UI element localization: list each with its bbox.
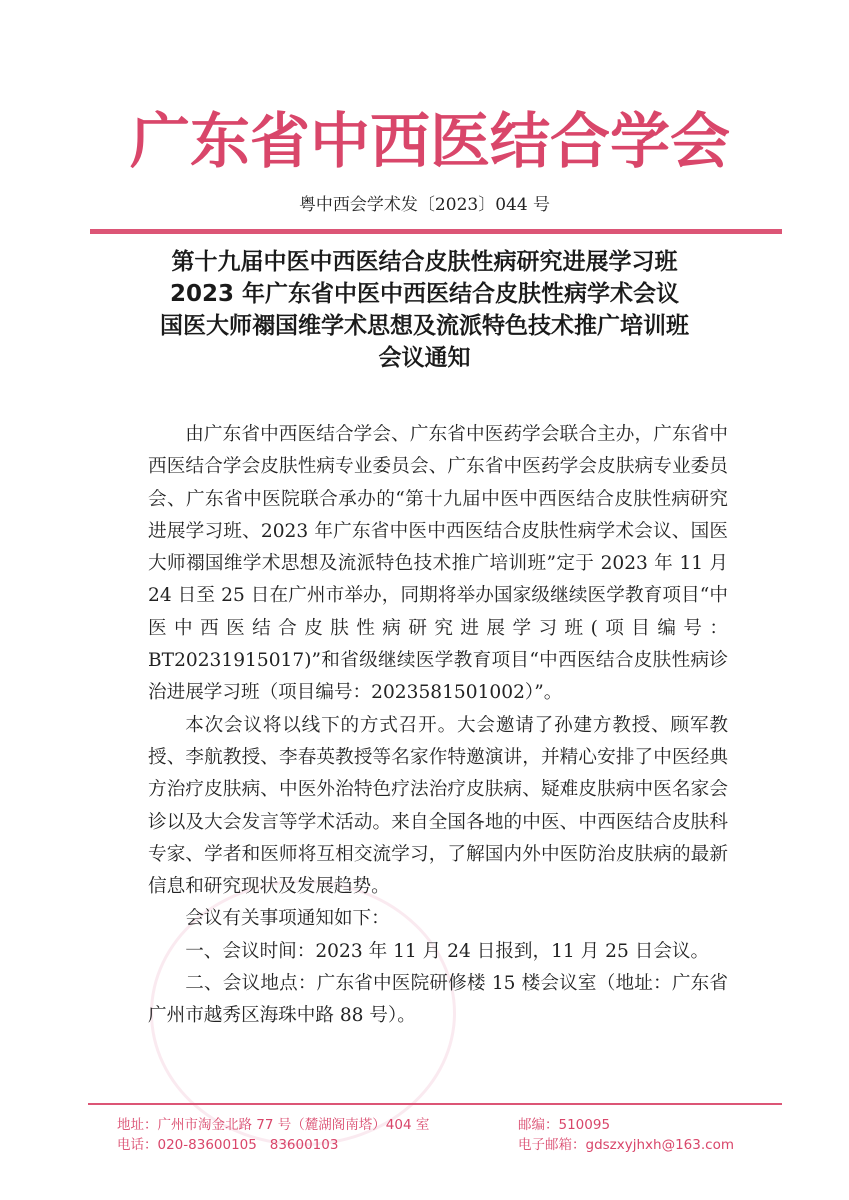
- notice-headline: [0, 246, 849, 374]
- footer-email: 电子邮箱：gdszxyjhxh@163.com: [518, 1137, 734, 1153]
- letterhead-char: 学: [610, 107, 670, 177]
- headline-line: 2023 年广东省中医中西医结合皮肤性病学术会议: [169, 281, 680, 307]
- body-paragraph: 由广东省中西医结合学会、广东省中医药学会联合主办，广东省中西医结合学会皮肤性病专业委员会、广东省中医药学会皮肤病专业委员会、广东省中医院联合承办的“第十九届中医中西医结合皮肤性病研究进展学习班、2023 年广东省中医中西医结合皮肤性病学术会议、国医大师禤国维学术思想及流派特色技术推广培训班”定于 2023 年 11 月 24 日至 25 日在广州市举办，同期将举办国家级继续医学教育项目“中医中西医结合皮肤性病研究进展学习班(项目编号：BT20231915017)”和省级继续医学教育项目“中西医结合皮肤性病诊治进展学习班（项目编号：2023581501002）”。: [148, 424, 728, 704]
- letterhead-char: 广: [130, 107, 190, 177]
- body-paragraph: 会议有关事项通知如下：: [185, 908, 390, 930]
- footer-address: 地址：广州市淘金北路 77 号（麓湖阁南塔）404 室: [117, 1117, 430, 1133]
- letterhead-char: 医: [430, 107, 490, 177]
- footer-postcode: 邮编：510095: [518, 1117, 611, 1133]
- letterhead-char: 会: [670, 107, 730, 177]
- header-divider: [90, 229, 782, 234]
- letterhead-char: 东: [190, 107, 250, 177]
- headline-line: 第十九届中医中西医结合皮肤性病研究进展学习班: [171, 249, 678, 275]
- letterhead-char: 合: [550, 107, 610, 177]
- footer-phone: 电话：020-83600105 83600103: [117, 1137, 339, 1153]
- body-paragraph: 本次会议将以线下的方式召开。大会邀请了孙建方教授、顾军教授、李航教授、李春英教授等名家作特邀演讲，并精心安排了中医经典方治疗皮肤病、中医外治特色疗法治疗皮肤病、疑难皮肤病中医名家会诊以及大会发言等学术活动。来自全国各地的中医、中西医结合皮肤科专家、学者和医师将互相交流学习，了解国内外中医防治皮肤病的最新信息和研究现状及发展趋势。: [148, 714, 728, 898]
- notice-body: [148, 419, 728, 1033]
- organization-letterhead-title: [130, 104, 730, 180]
- body-paragraph: 一、会议时间：2023 年 11 月 24 日报到，11 月 25 日会议。: [185, 940, 710, 962]
- letterhead-char: 中: [310, 107, 370, 177]
- letterhead-char: 西: [370, 107, 430, 177]
- footer-divider: [88, 1103, 782, 1105]
- letterhead-char: 省: [250, 107, 310, 177]
- letterhead-footer: [117, 1115, 797, 1155]
- headline-line: 国医大师禤国维学术思想及流派特色技术推广培训班: [160, 313, 689, 339]
- body-paragraph: 二、会议地点：广东省中医院研修楼 15 楼会议室（地址：广东省广州市越秀区海珠中路 88 号）。: [148, 973, 728, 1027]
- letterhead-char: 结: [490, 107, 550, 177]
- document-number: 粤中西会学术发〔2023〕044 号: [298, 195, 551, 215]
- headline-line: 会议通知: [378, 345, 471, 371]
